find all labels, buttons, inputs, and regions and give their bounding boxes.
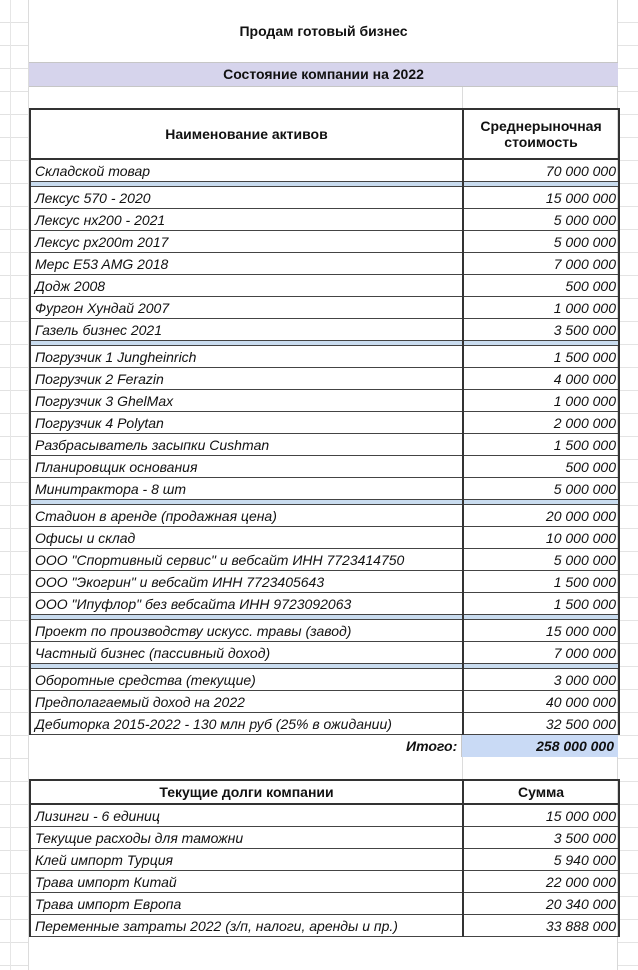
asset-name-cell[interactable]: Погрузчик 4 Polytan <box>30 412 463 434</box>
asset-row <box>30 593 619 615</box>
asset-row <box>30 434 619 456</box>
debt-name-cell[interactable]: Переменные затраты 2022 (з/п, налоги, аренды и пр.) <box>30 915 463 937</box>
asset-row <box>30 549 619 571</box>
assets-header-name[interactable]: Наименование активов <box>30 109 463 159</box>
asset-name-cell[interactable]: Частный бизнес (пассивный доход) <box>30 642 463 664</box>
asset-value-cell[interactable]: 5 000 000 <box>463 231 619 253</box>
total-label[interactable]: Итого: <box>406 738 458 754</box>
debt-row <box>30 827 619 849</box>
assets-header-value[interactable]: Среднерыночная стоимость <box>463 109 619 159</box>
asset-name-cell[interactable]: Мерс E53 AMG 2018 <box>30 253 463 275</box>
debts-header-row <box>30 780 619 804</box>
asset-row <box>30 713 619 735</box>
asset-name-cell[interactable]: Предполагаемый доход на 2022 <box>30 691 463 713</box>
debt-value-cell[interactable]: 15 000 000 <box>463 804 619 827</box>
asset-value-cell[interactable]: 500 000 <box>463 275 619 297</box>
debts-body <box>30 804 619 937</box>
asset-name-cell[interactable]: Лексус 570 - 2020 <box>30 187 463 209</box>
asset-row <box>30 478 619 500</box>
debt-row <box>30 893 619 915</box>
asset-name-cell[interactable]: Лексус px200т 2017 <box>30 231 463 253</box>
debt-name-cell[interactable]: Лизинги - 6 единиц <box>30 804 463 827</box>
asset-value-cell[interactable]: 1 000 000 <box>463 390 619 412</box>
asset-value-cell[interactable]: 15 000 000 <box>463 620 619 642</box>
asset-value-cell[interactable]: 2 000 000 <box>463 412 619 434</box>
debts-header-name[interactable]: Текущие долги компании <box>30 780 463 804</box>
asset-row <box>30 159 619 182</box>
asset-value-cell[interactable]: 10 000 000 <box>463 527 619 549</box>
asset-row <box>30 620 619 642</box>
asset-name-cell[interactable]: Газель бизнес 2021 <box>30 319 463 341</box>
asset-value-cell[interactable]: 1 000 000 <box>463 297 619 319</box>
blank-row <box>29 757 618 779</box>
blank-row <box>29 87 618 108</box>
debt-name-cell[interactable]: Трава импорт Европа <box>30 893 463 915</box>
asset-row <box>30 691 619 713</box>
asset-value-cell[interactable]: 1 500 000 <box>463 571 619 593</box>
asset-row <box>30 253 619 275</box>
total-value[interactable]: 258 000 000 <box>461 735 618 757</box>
asset-row <box>30 390 619 412</box>
asset-row <box>30 669 619 691</box>
debts-header-value[interactable]: Сумма <box>463 780 619 804</box>
asset-row <box>30 368 619 390</box>
debt-row <box>30 804 619 827</box>
asset-name-cell[interactable]: Планировщик основания <box>30 456 463 478</box>
asset-value-cell[interactable]: 4 000 000 <box>463 368 619 390</box>
asset-name-cell[interactable]: Дебиторка 2015-2022 - 130 млн руб (25% в ожидании) <box>30 713 463 735</box>
debts-table <box>29 779 620 937</box>
asset-name-cell[interactable]: ООО "Ипуфлор" без вебсайта ИНН 9723092063 <box>30 593 463 615</box>
asset-value-cell[interactable]: 20 000 000 <box>463 505 619 527</box>
asset-row <box>30 346 619 368</box>
asset-row <box>30 319 619 341</box>
asset-value-cell[interactable]: 1 500 000 <box>463 346 619 368</box>
asset-value-cell[interactable]: 40 000 000 <box>463 691 619 713</box>
asset-row <box>30 571 619 593</box>
asset-row <box>30 275 619 297</box>
debt-name-cell[interactable]: Текущие расходы для таможни <box>30 827 463 849</box>
right-grid-margin <box>617 0 638 970</box>
asset-row <box>30 231 619 253</box>
asset-value-cell[interactable]: 7 000 000 <box>463 253 619 275</box>
asset-name-cell[interactable]: Лексус нх200 - 2021 <box>30 209 463 231</box>
asset-row <box>30 297 619 319</box>
asset-name-cell[interactable]: Складской товар <box>30 159 463 182</box>
row-header-gutter <box>0 0 29 970</box>
asset-value-cell[interactable]: 32 500 000 <box>463 713 619 735</box>
asset-row <box>30 209 619 231</box>
assets-table <box>29 108 620 735</box>
asset-name-cell[interactable]: Погрузчик 1 Jungheinrich <box>30 346 463 368</box>
asset-row <box>30 642 619 664</box>
debt-name-cell[interactable]: Трава импорт Китай <box>30 871 463 893</box>
debt-value-cell[interactable]: 5 940 000 <box>463 849 619 871</box>
asset-value-cell[interactable]: 15 000 000 <box>463 187 619 209</box>
asset-row <box>30 527 619 549</box>
asset-value-cell[interactable]: 3 500 000 <box>463 319 619 341</box>
debt-value-cell[interactable]: 20 340 000 <box>463 893 619 915</box>
asset-row <box>30 505 619 527</box>
asset-name-cell[interactable]: ООО "Спортивный сервис" и вебсайт ИНН 7723414750 <box>30 549 463 571</box>
asset-row <box>30 412 619 434</box>
debt-row <box>30 915 619 937</box>
asset-name-cell[interactable]: Офисы и склад <box>30 527 463 549</box>
asset-row <box>30 187 619 209</box>
assets-body <box>30 159 619 735</box>
page-title[interactable]: Продам готовый бизнес <box>239 23 408 39</box>
assets-header-row <box>30 109 619 159</box>
asset-name-cell[interactable]: Разбрасыватель засыпки Cushman <box>30 434 463 456</box>
asset-value-cell[interactable]: 5 000 000 <box>463 478 619 500</box>
debt-name-cell[interactable]: Клей импорт Турция <box>30 849 463 871</box>
asset-name-cell[interactable]: Погрузчик 2 Ferazin <box>30 368 463 390</box>
asset-name-cell[interactable]: Погрузчик 3 GhelMax <box>30 390 463 412</box>
asset-value-cell[interactable]: 7 000 000 <box>463 642 619 664</box>
debt-row <box>30 849 619 871</box>
section-subtitle[interactable]: Состояние компании на 2022 <box>29 62 618 87</box>
asset-value-cell[interactable]: 70 000 000 <box>463 159 619 182</box>
asset-value-cell[interactable]: 1 500 000 <box>463 593 619 615</box>
asset-name-cell[interactable]: Минитрактора - 8 шт <box>30 478 463 500</box>
asset-name-cell[interactable]: Фургон Хундай 2007 <box>30 297 463 319</box>
asset-row <box>30 456 619 478</box>
spreadsheet <box>29 0 618 937</box>
total-row <box>29 735 618 757</box>
debt-value-cell[interactable]: 22 000 000 <box>463 871 619 893</box>
asset-value-cell[interactable]: 1 500 000 <box>463 434 619 456</box>
asset-value-cell[interactable]: 500 000 <box>463 456 619 478</box>
asset-name-cell[interactable]: ООО "Экогрин" и вебсайт ИНН 7723405643 <box>30 571 463 593</box>
debt-value-cell[interactable]: 3 500 000 <box>463 827 619 849</box>
asset-value-cell[interactable]: 5 000 000 <box>463 209 619 231</box>
asset-name-cell[interactable]: Додж 2008 <box>30 275 463 297</box>
debt-value-cell[interactable]: 33 888 000 <box>463 915 619 937</box>
asset-name-cell[interactable]: Оборотные средства (текущие) <box>30 669 463 691</box>
debt-row <box>30 871 619 893</box>
asset-name-cell[interactable]: Проект по производству искусс. травы (завод) <box>30 620 463 642</box>
asset-value-cell[interactable]: 3 000 000 <box>463 669 619 691</box>
asset-name-cell[interactable]: Стадион в аренде (продажная цена) <box>30 505 463 527</box>
asset-value-cell[interactable]: 5 000 000 <box>463 549 619 571</box>
